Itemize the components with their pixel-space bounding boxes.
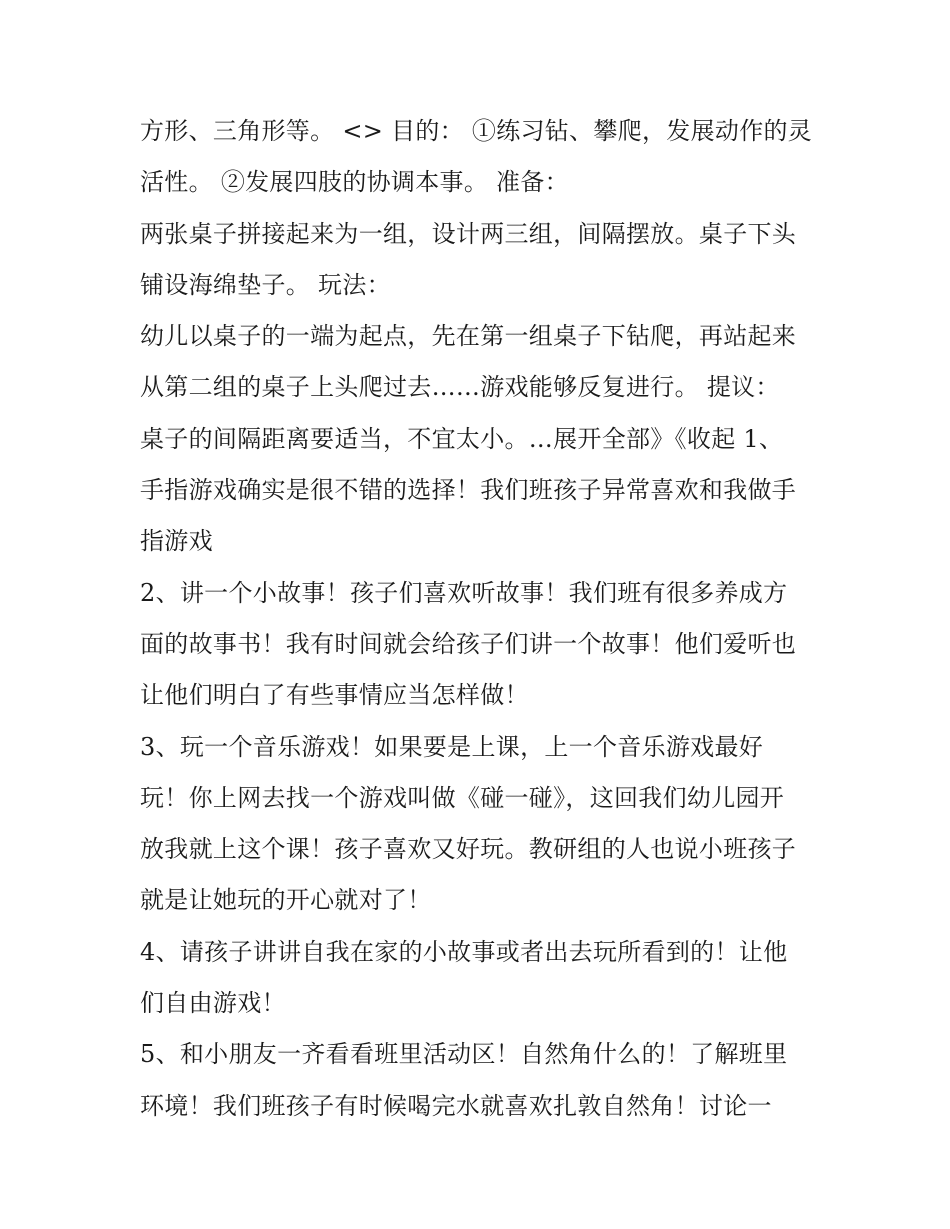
text-line: 5、和小朋友一齐看看班里活动区！自然角什么的！了解班里 (140, 1040, 788, 1069)
text-line: 4、请孩子讲讲自我在家的小故事或者出去玩所看到的！让他 (140, 937, 788, 966)
text-line: 指游戏 (140, 527, 213, 556)
text-line: 幼儿以桌子的一端为起点，先在第一组桌子下钻爬，再站起来 (140, 322, 797, 351)
text-line: 两张桌子拼接起来为一组，设计两三组，间隔摆放。桌子下头 (140, 219, 797, 248)
text-line: 方形、三角形等。 <> 目的： ①练习钻、攀爬，发展动作的灵 (140, 117, 813, 145)
text-line: 就是让她玩的开心就对了！ (140, 886, 432, 915)
text-line: 桌子的间隔距离要适当，不宜太小。…展开全部》《收起 1、 (140, 424, 784, 453)
text-line: 3、玩一个音乐游戏！如果要是上课，上一个音乐游戏最好 (140, 732, 764, 761)
text-line: 环境！我们班孩子有时候喝完水就喜欢扎敦自然角！讨论一 (140, 1091, 772, 1120)
text-line: 面的故事书！我有时间就会给孩子们讲一个故事！他们爱听也 (140, 629, 797, 658)
text-line: 活性。 ②发展四肢的协调本事。 准备： (140, 168, 569, 197)
text-line: 2、讲一个小故事！孩子们喜欢听故事！我们班有很多养成方 (140, 578, 788, 607)
text-line: 铺设海绵垫子。 玩法： (140, 270, 391, 299)
text-line: 从第二组的桌子上头爬过去……游戏能够反复进行。 提议： (140, 373, 780, 402)
text-line: 让他们明白了有些事情应当怎样做！ (140, 681, 529, 710)
text-line: 玩！你上网去找一个游戏叫做《碰一碰》，这回我们幼儿园开 (140, 783, 785, 812)
text-line: 放我就上这个课！孩子喜欢又好玩。教研组的人也说小班孩子 (140, 835, 797, 864)
text-line: 手指游戏确实是很不错的选择！我们班孩子异常喜欢和我做手 (140, 476, 797, 505)
body-text (140, 106, 830, 1132)
text-line: 们自由游戏！ (140, 989, 286, 1018)
